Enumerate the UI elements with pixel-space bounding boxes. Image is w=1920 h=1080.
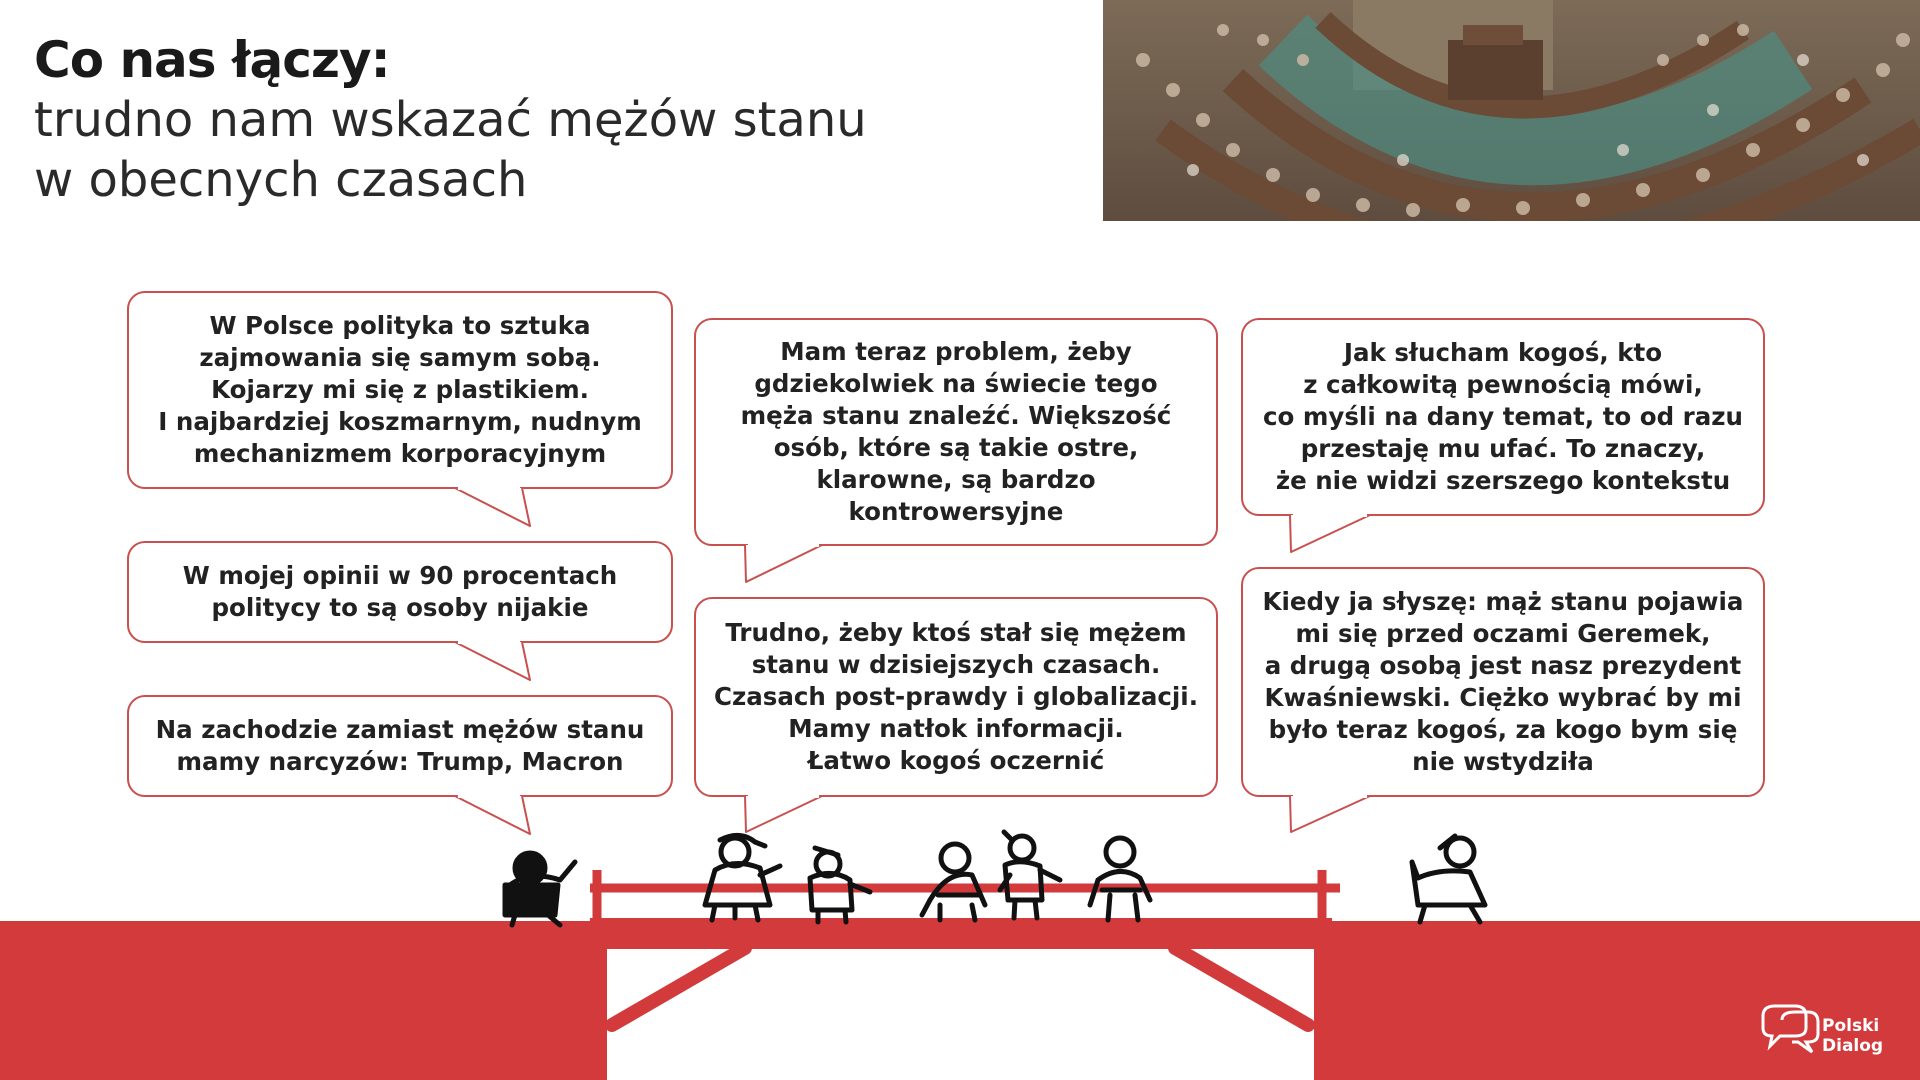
people-group: [505, 832, 1485, 925]
quote-text-5: Trudno, żeby ktoś stał się mężem stanu w dzisiejszych czasach. Czasach post-prawdy i globalizacji. Mamy natłok informacji. Łatwo kogoś oczernić: [713, 618, 1199, 775]
quote-text-1: W Polsce polityka to sztuka zajmowania się samym sobą. Kojarzy mi się z plastikiem. I najbardziej koszmarnym, nudnym mechanizmem korporacyjnym: [158, 311, 642, 468]
quote-text-4: Mam teraz problem, żeby gdziekolwiek na świecie tego męża stanu znaleźć. Większość osób, które są takie ostre, klarowne, są bardzo kontrowersyjne: [740, 337, 1172, 526]
quote-text-2: W mojej opinii w 90 procentach politycy to są osoby nijakie: [182, 561, 618, 622]
quote-text-3: Na zachodzie zamiast mężów stanu mamy narcyzów: Trump, Macron: [155, 715, 645, 776]
person-bridge-4: [1000, 832, 1060, 918]
person-bridge-1: [705, 835, 780, 920]
person-right: [1412, 836, 1485, 922]
page-subtitle-line2: w obecnych czasach: [34, 152, 528, 208]
logo-line2: Dialog: [1822, 1036, 1884, 1056]
logo-line1: Polski: [1822, 1016, 1880, 1036]
logo: [1822, 1016, 1883, 1056]
person-bridge-3: [922, 844, 985, 920]
person-bridge-5: [1090, 838, 1150, 920]
page-subtitle-line1: trudno nam wskazać mężów stanu: [34, 92, 867, 148]
page-title: Co nas łączy:: [34, 31, 390, 89]
person-left: [505, 853, 575, 925]
bridge-deck: [590, 918, 1332, 949]
quote-text-7: Kiedy ja słyszę: mąż stanu pojawia mi się przed oczami Geremek, a drugą osobą jest nasz prezydent Kwaśniewski. Ciężko wybrać by mi było teraz kogoś, za kogo bym się nie wstydziła: [1262, 587, 1744, 776]
quote-text-6: Jak słucham kogoś, kto z całkowitą pewnością mówi, co myśli na dany temat, to od razu przestaję mu ufać. To znaczy, że nie widzi szerszego kontekstu: [1262, 338, 1744, 495]
